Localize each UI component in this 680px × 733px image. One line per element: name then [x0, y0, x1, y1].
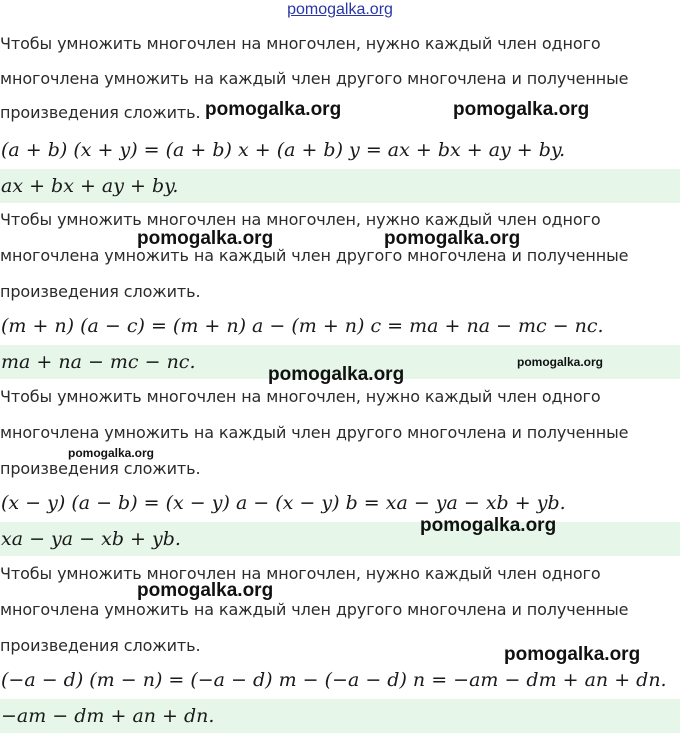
watermark: pomogalka.org	[453, 99, 590, 120]
rule-line: произведения сложить.	[0, 459, 201, 478]
watermark: pomogalka.org	[384, 228, 521, 249]
answer-3: xa − ya − xb + yb.	[0, 522, 680, 556]
rule-line: многочлена умножить на каждый член другого многочлена и полученные	[0, 69, 629, 88]
watermark: pomogalka.org	[205, 99, 342, 120]
rule-line: Чтобы умножить многочлен на многочлен, нужно каждый член одного	[0, 387, 601, 406]
answer-1: ax + bx + ay + by.	[0, 169, 680, 203]
rule-line: Чтобы умножить многочлен на многочлен, нужно каждый член одного	[0, 34, 601, 53]
rule-line: произведения сложить.	[0, 636, 201, 655]
watermark: pomogalka.org	[268, 364, 405, 385]
rule-line: произведения сложить.	[0, 103, 201, 122]
rule-line: произведения сложить.	[0, 282, 201, 301]
formula-1: (a + b) (x + y) = (a + b) x + (a + b) y = ax + bx + ay + by.	[1, 139, 566, 161]
formula-4: (−a − d) (m − n) = (−a − d) m − (−a − d) n = −am − dm + an + dn.	[1, 669, 667, 691]
rule-line: многочлена умножить на каждый член другого многочлена и полученные	[0, 246, 629, 265]
answer-2: ma + na − mc − nc.	[0, 345, 680, 379]
watermark: pomogalka.org	[137, 580, 274, 601]
rule-line: многочлена умножить на каждый член другого многочлена и полученные	[0, 600, 629, 619]
watermark: pomogalka.org	[137, 228, 274, 249]
watermark: pomogalka.org	[517, 355, 604, 369]
rule-line: Чтобы умножить многочлен на многочлен, нужно каждый член одного	[0, 210, 601, 229]
rule-line: многочлена умножить на каждый член другого многочлена и полученные	[0, 423, 629, 442]
watermark: pomogalka.org	[504, 644, 641, 665]
formula-2: (m + n) (a − c) = (m + n) a − (m + n) c = ma + na − mc − nc.	[1, 315, 604, 337]
rule-line: Чтобы умножить многочлен на многочлен, нужно каждый член одного	[0, 564, 601, 583]
watermark: pomogalka.org	[68, 446, 155, 460]
watermark: pomogalka.org	[420, 515, 557, 536]
formula-3: (x − y) (a − b) = (x − y) a − (x − y) b = xa − ya − xb + yb.	[1, 492, 566, 514]
answer-4: −am − dm + an + dn.	[0, 699, 680, 733]
header-watermark-link[interactable]: pomogalka.org	[287, 1, 393, 18]
